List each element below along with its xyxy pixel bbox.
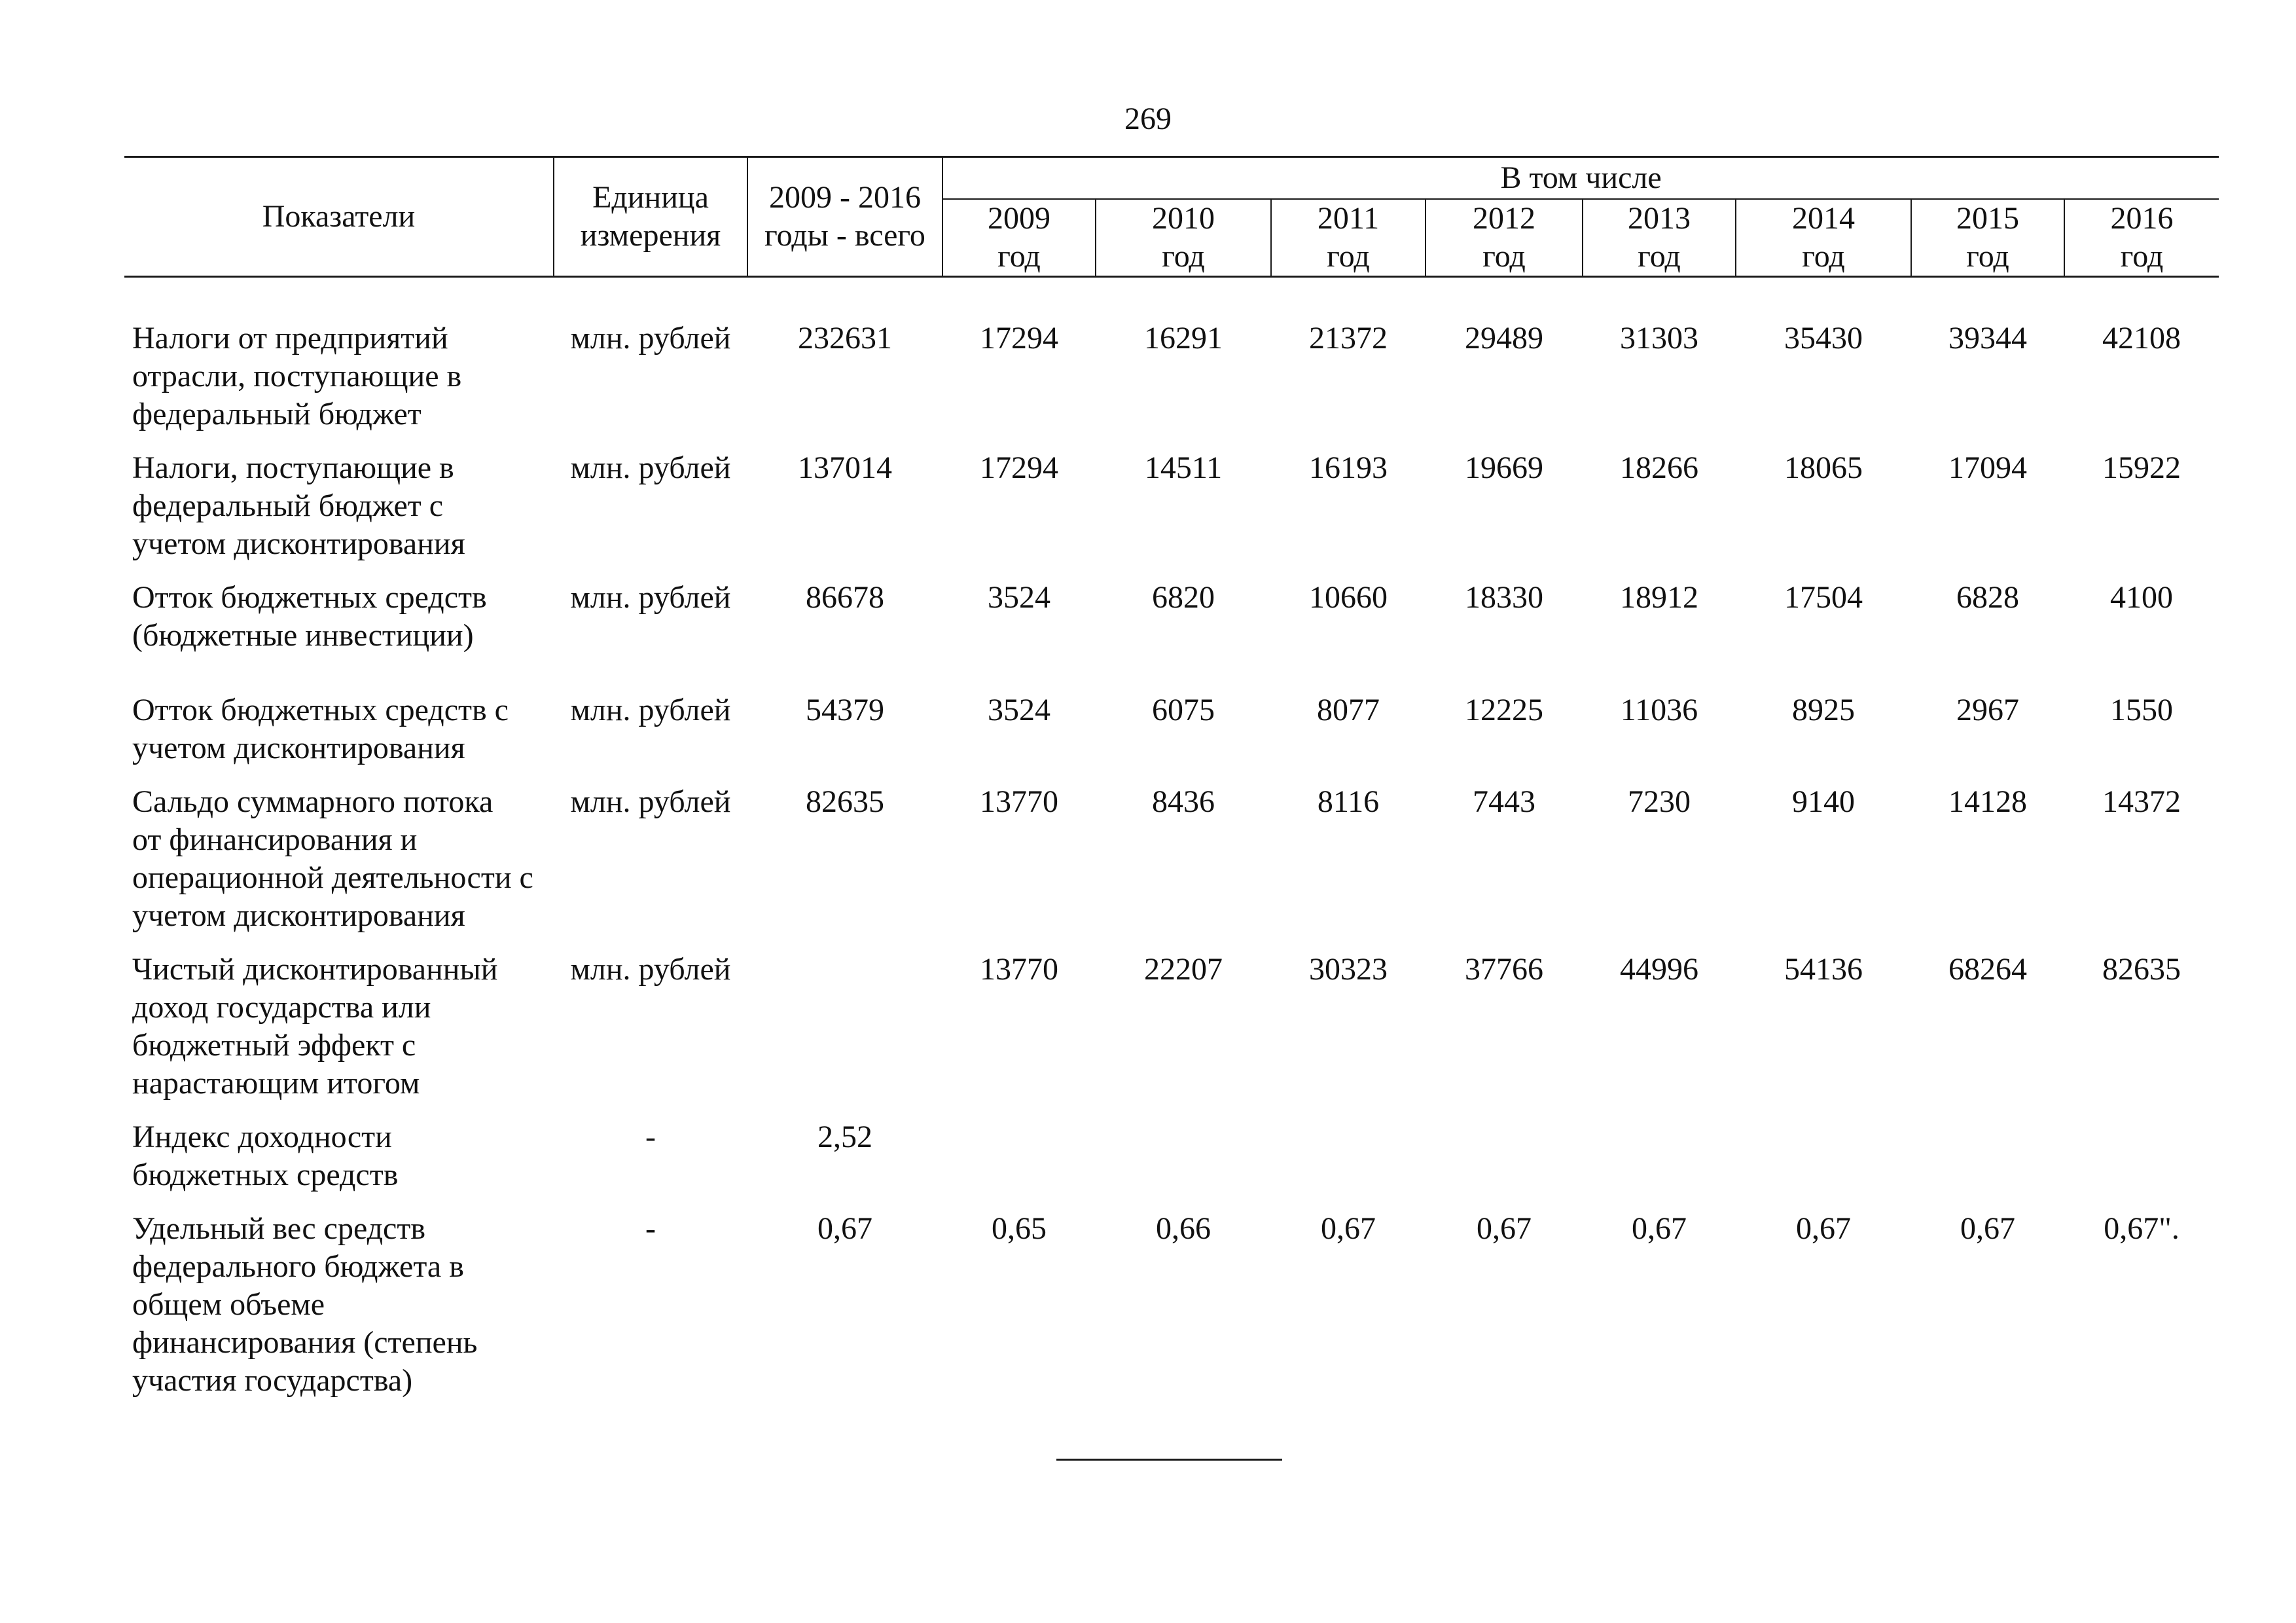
year-value-cell: 21372 — [1309, 321, 1388, 356]
year-value-cell: 19669 — [1465, 450, 1543, 485]
year-value-cell: 7230 — [1628, 784, 1691, 819]
header-year-number: 2012 — [1473, 201, 1535, 236]
year-value-cell: 68264 — [1948, 952, 2027, 987]
year-value-cell: 8077 — [1317, 693, 1380, 727]
indicator-label-line: нарастающим итогом — [132, 1066, 420, 1101]
spacer-cell — [124, 277, 2219, 320]
indicator-label-line: Чистый дисконтированный — [132, 952, 498, 987]
indicator-cell — [124, 783, 554, 951]
header-total-line2: годы - всего — [764, 218, 925, 253]
year-value-cell: 17504 — [1784, 580, 1863, 615]
year-value-cell: 18065 — [1784, 450, 1863, 485]
year-value-cell — [1911, 1118, 2064, 1210]
year-value-cell: 0,65 — [992, 1211, 1047, 1246]
year-value-cell: 42108 — [2102, 321, 2181, 356]
total-cell: 0,67 — [817, 1211, 872, 1246]
header-total — [747, 157, 942, 277]
unit-cell: - — [645, 1211, 656, 1246]
indicator-cell — [124, 1210, 554, 1415]
year-value-cell: 17294 — [980, 321, 1058, 356]
year-value-cell: 0,67 — [1632, 1211, 1687, 1246]
year-value-cell: 13770 — [980, 784, 1058, 819]
header-including: В том числе — [942, 157, 2219, 200]
table-row — [124, 579, 2219, 691]
unit-cell: млн. рублей — [570, 784, 731, 819]
year-value-cell: 1550 — [2110, 693, 2174, 727]
year-value-cell: 82635 — [2102, 952, 2181, 987]
year-value-cell: 6075 — [1152, 693, 1215, 727]
year-value-cell — [1736, 1118, 1911, 1210]
indicator-label-line: бюджетный эффект с — [132, 1028, 416, 1063]
indicator-label-line: Удельный вес средств — [132, 1211, 425, 1246]
table-row — [124, 783, 2219, 951]
year-value-cell: 8925 — [1792, 693, 1855, 727]
footer-rule — [1056, 1459, 1282, 1461]
year-value-cell: 0,66 — [1156, 1211, 1211, 1246]
year-value-cell: 17294 — [980, 450, 1058, 485]
header-unit-line2: измерения — [580, 218, 721, 253]
unit-cell: млн. рублей — [570, 952, 731, 987]
indicator-label-line: федеральный бюджет — [132, 397, 422, 431]
year-value-cell: 18912 — [1620, 580, 1698, 615]
table-row — [124, 319, 2219, 449]
header-year-suffix: год — [1638, 239, 1681, 274]
year-value-cell: 0,67 — [1796, 1211, 1851, 1246]
header-year — [1096, 199, 1271, 277]
year-value-cell: 39344 — [1948, 321, 2027, 356]
year-value-cell: 17094 — [1948, 450, 2027, 485]
unit-cell: млн. рублей — [570, 321, 731, 356]
year-value-cell: 3524 — [988, 580, 1050, 615]
header-year — [942, 199, 1096, 277]
indicator-label-line: Налоги, поступающие в — [132, 450, 454, 485]
header-indicator: Показатели — [124, 157, 554, 277]
indicator-label-line: Отток бюджетных средств — [132, 580, 487, 615]
header-year-suffix: год — [1327, 239, 1370, 274]
header-total-line1: 2009 - 2016 — [769, 180, 921, 215]
header-year-suffix: год — [1162, 239, 1205, 274]
total-cell: 86678 — [806, 580, 884, 615]
total-cell: 137014 — [798, 450, 892, 485]
indicator-label-line: финансирования (степень — [132, 1325, 478, 1360]
year-value-cell: 8116 — [1317, 784, 1380, 819]
header-year-suffix: год — [997, 239, 1041, 274]
indicator-label-line: федерального бюджета в — [132, 1249, 464, 1284]
indicator-cell — [124, 449, 554, 579]
year-value-cell: 11036 — [1620, 693, 1698, 727]
spacer-row — [124, 277, 2219, 320]
indicator-label-line: учетом дисконтирования — [132, 526, 465, 561]
year-value-cell — [1583, 1118, 1736, 1210]
indicator-label-line: от финансирования и — [132, 822, 418, 857]
indicator-label-line: Отток бюджетных средств с — [132, 693, 509, 727]
header-year-number: 2014 — [1792, 201, 1855, 236]
indicator-cell — [124, 951, 554, 1118]
table-body — [124, 277, 2219, 1416]
total-cell: 232631 — [798, 321, 892, 356]
year-value-cell: 9140 — [1792, 784, 1855, 819]
indicator-label-line: Сальдо суммарного потока — [132, 784, 493, 819]
year-value-cell — [1096, 1118, 1271, 1210]
header-year — [1583, 199, 1736, 277]
year-value-cell: 7443 — [1473, 784, 1535, 819]
indicator-label-line: общем объеме — [132, 1287, 325, 1322]
indicator-label-line: операционной деятельности с — [132, 860, 533, 895]
budget-indicators-table — [124, 156, 2219, 1415]
total-cell: 82635 — [806, 784, 884, 819]
year-value-cell: 18266 — [1620, 450, 1698, 485]
year-value-cell: 6828 — [1956, 580, 2019, 615]
table-header — [124, 157, 2219, 277]
year-value-cell: 14372 — [2102, 784, 2181, 819]
header-unit-line1: Единица — [592, 180, 709, 215]
indicator-label-line: Индекс доходности — [132, 1120, 392, 1154]
year-value-cell: 16193 — [1309, 450, 1388, 485]
year-value-cell: 4100 — [2110, 580, 2174, 615]
table-row — [124, 691, 2219, 783]
header-year-suffix: год — [1482, 239, 1526, 274]
year-value-cell: 3524 — [988, 693, 1050, 727]
indicator-cell — [124, 691, 554, 783]
year-value-cell: 14128 — [1948, 784, 2027, 819]
year-value-cell: 0,67 — [1477, 1211, 1532, 1246]
unit-cell: - — [645, 1120, 656, 1154]
indicator-label-line: федеральный бюджет с — [132, 488, 444, 523]
total-cell: 2,52 — [817, 1120, 872, 1154]
year-value-cell: 15922 — [2102, 450, 2181, 485]
year-value-cell: 29489 — [1465, 321, 1543, 356]
year-value-cell — [2064, 1118, 2219, 1210]
unit-cell: млн. рублей — [570, 580, 731, 615]
table-row — [124, 1210, 2219, 1415]
header-year-number: 2016 — [2110, 201, 2174, 236]
indicator-cell — [124, 319, 554, 449]
indicator-label-line: учетом дисконтирования — [132, 898, 465, 933]
indicator-label-line: учетом дисконтирования — [132, 731, 465, 765]
year-value-cell: 54136 — [1784, 952, 1863, 987]
header-year-number: 2015 — [1956, 201, 2019, 236]
table-row — [124, 951, 2219, 1118]
total-cell: 54379 — [806, 693, 884, 727]
indicator-cell — [124, 579, 554, 691]
indicator-cell — [124, 1118, 554, 1210]
header-year — [1736, 199, 1911, 277]
header-year — [1271, 199, 1426, 277]
year-value-cell: 10660 — [1309, 580, 1388, 615]
indicator-label-line: отрасли, поступающие в — [132, 359, 462, 393]
year-value-cell: 8436 — [1152, 784, 1215, 819]
year-value-cell: 0,67 — [1321, 1211, 1376, 1246]
year-value-cell: 6820 — [1152, 580, 1215, 615]
year-value-cell: 0,67 — [1960, 1211, 2015, 1246]
page-number: 269 — [1124, 101, 1172, 136]
year-value-cell: 35430 — [1784, 321, 1863, 356]
total-cell — [747, 951, 942, 1118]
year-value-cell: 30323 — [1309, 952, 1388, 987]
year-value-cell: 18330 — [1465, 580, 1543, 615]
table-row — [124, 449, 2219, 579]
header-year — [1426, 199, 1583, 277]
indicator-label-line: доход государства или — [132, 990, 431, 1025]
indicator-label-line: участия государства) — [132, 1363, 413, 1398]
header-year-number: 2011 — [1317, 201, 1380, 236]
year-value-cell: 44996 — [1620, 952, 1698, 987]
indicator-label-line: бюджетных средств — [132, 1158, 399, 1192]
year-value-cell — [1426, 1118, 1583, 1210]
year-value-cell: 13770 — [980, 952, 1058, 987]
year-value-cell: 14511 — [1144, 450, 1223, 485]
year-value-cell: 12225 — [1465, 693, 1543, 727]
header-year — [1911, 199, 2064, 277]
data-table — [124, 156, 2219, 1415]
header-year — [2064, 199, 2219, 277]
unit-cell: млн. рублей — [570, 693, 731, 727]
year-value-cell — [1271, 1118, 1426, 1210]
year-value-cell: 22207 — [1144, 952, 1223, 987]
year-value-cell — [942, 1118, 1096, 1210]
year-value-cell: 2967 — [1956, 693, 2019, 727]
year-value-cell: 16291 — [1144, 321, 1223, 356]
year-value-cell: 31303 — [1620, 321, 1698, 356]
indicator-label-line: (бюджетные инвестиции) — [132, 618, 474, 653]
header-year-number: 2013 — [1628, 201, 1691, 236]
header-year-number: 2010 — [1152, 201, 1215, 236]
header-year-suffix: год — [2120, 239, 2164, 274]
indicator-label-line: Налоги от предприятий — [132, 321, 448, 356]
year-value-cell: 37766 — [1465, 952, 1543, 987]
header-year-suffix: год — [1802, 239, 1845, 274]
header-unit — [554, 157, 747, 277]
header-year-number: 2009 — [988, 201, 1050, 236]
header-year-suffix: год — [1966, 239, 2009, 274]
unit-cell: млн. рублей — [570, 450, 731, 485]
year-value-cell: 0,67". — [2104, 1211, 2179, 1246]
table-row — [124, 1118, 2219, 1210]
